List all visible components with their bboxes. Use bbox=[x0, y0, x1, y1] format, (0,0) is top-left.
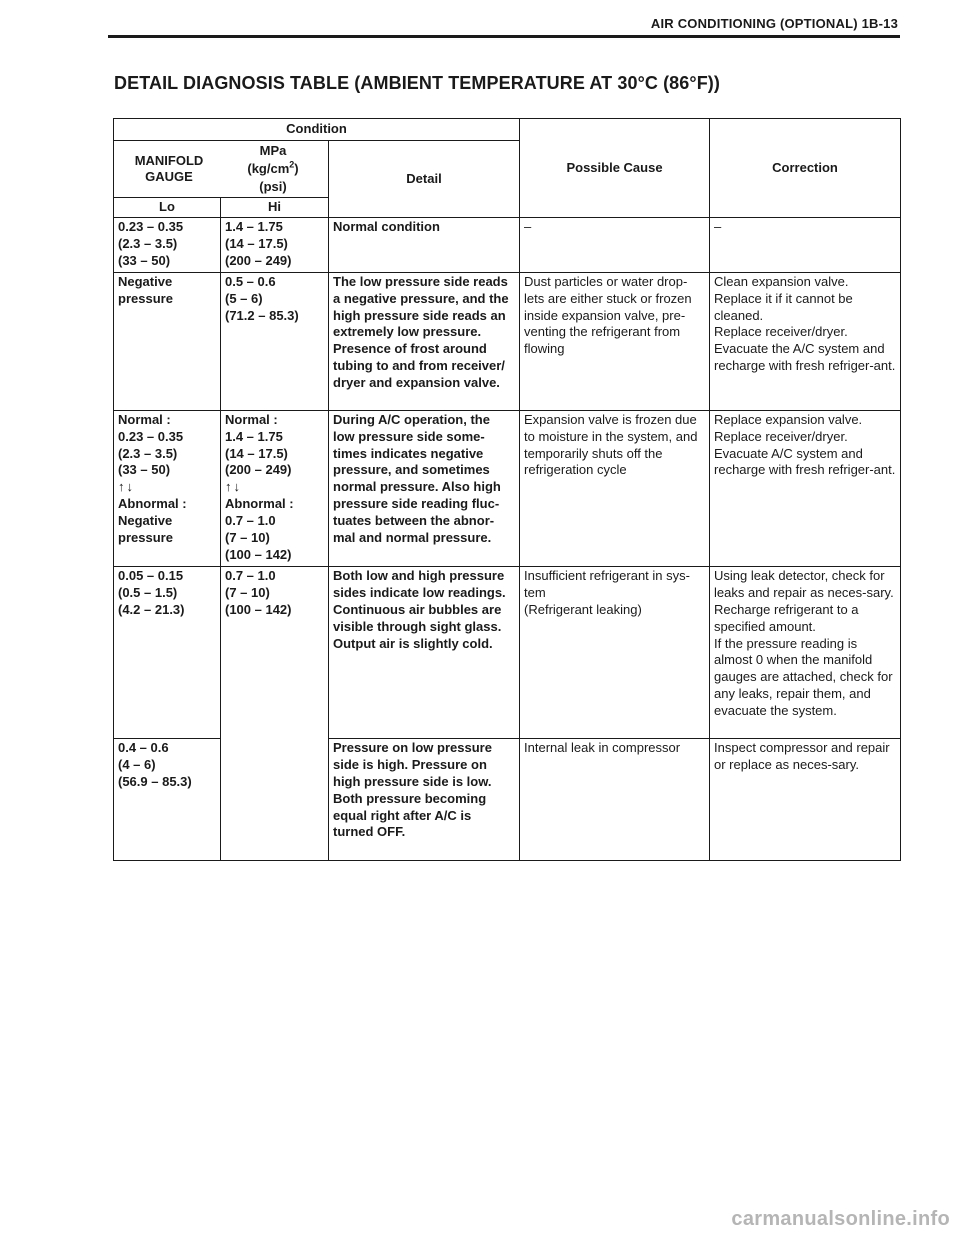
correction-line: Clean expansion valve. bbox=[714, 273, 849, 289]
lo-line: Abnormal : bbox=[118, 496, 187, 512]
possible-cause-header: Possible Cause bbox=[520, 119, 710, 218]
manifold-gauge-split bbox=[117, 142, 325, 196]
hi-line: (100 – 142) bbox=[225, 601, 292, 617]
correction-line: If the pressure reading is almost 0 when the manifold gauges are attached, check for any leaks, repair them, and evacuate the system. bbox=[714, 635, 893, 719]
hi-line: (5 – 6) bbox=[225, 290, 263, 306]
up-down-arrows-icon: ↑↓ bbox=[225, 479, 242, 495]
condition-header: Condition bbox=[114, 119, 520, 141]
cause-cell bbox=[520, 566, 710, 738]
lo-line: Negative bbox=[118, 273, 173, 289]
lo-reading-cell bbox=[114, 218, 221, 273]
detail-cell: Normal condition bbox=[329, 218, 520, 273]
table-row bbox=[114, 566, 901, 738]
correction-cell: – bbox=[710, 218, 901, 273]
detail-cell: During A/C operation, the low pressure side some-times indicates negative pressure, and sometimes normal pressure. Also high pressure side reading fluc-tuates between the abnor-mal and normal pressure. bbox=[329, 410, 520, 566]
detail-cell: The low pressure side reads a negative pressure, and the high pressure side reads an extremely low pressure. Presence of frost around tubing to and from receiver/ dryer and expansion valve. bbox=[329, 272, 520, 410]
hi-reading-cell bbox=[221, 272, 329, 410]
lo-line: 0.4 – 0.6 bbox=[118, 739, 169, 755]
lo-line: 0.23 – 0.35 bbox=[118, 428, 184, 444]
lo-line: Normal : bbox=[118, 411, 171, 427]
lo-line: Negative bbox=[118, 513, 173, 529]
hi-line: (200 – 249) bbox=[225, 462, 292, 478]
lo-line: (33 – 50) bbox=[118, 462, 171, 478]
cause-cell: – bbox=[520, 218, 710, 273]
lo-line: (2.3 – 3.5) bbox=[118, 445, 178, 461]
hi-line: 1.4 – 1.75 bbox=[225, 428, 283, 444]
lo-reading-cell bbox=[114, 272, 221, 410]
correction-line: Replace it if it cannot be cleaned. bbox=[714, 290, 853, 323]
hi-line: (14 – 17.5) bbox=[225, 445, 288, 461]
unit-mpa: MPa bbox=[259, 143, 287, 158]
up-down-arrows-icon: ↑↓ bbox=[118, 479, 135, 495]
cause-cell: Internal leak in compressor bbox=[520, 738, 710, 860]
correction-line: Evacuate A/C system and recharge with fresh refriger-ant. bbox=[714, 445, 896, 478]
lo-reading-cell bbox=[114, 738, 221, 860]
detail-cell: Pressure on low pressure side is high. Pressure on high pressure side is low. Both pressure becoming equal right after A/C is turned OFF. bbox=[329, 738, 520, 860]
lo-line: (33 – 50) bbox=[118, 252, 171, 268]
watermark-text: carmanualsonline.info bbox=[731, 1208, 950, 1230]
lo-line: pressure bbox=[118, 530, 173, 546]
table-row bbox=[114, 272, 901, 410]
correction-cell bbox=[710, 566, 901, 738]
correction-line: Replace expansion valve. bbox=[714, 411, 863, 427]
hi-line: (14 – 17.5) bbox=[225, 235, 288, 251]
hi-line: 1.4 – 1.75 bbox=[225, 219, 283, 234]
unit-kg-close: ) bbox=[294, 161, 299, 176]
hi-line: (7 – 10) bbox=[225, 530, 270, 546]
manifold-gauge-label: MANIFOLD GAUGE bbox=[134, 153, 204, 184]
correction-line: Evacuate the A/C system and recharge with fresh refriger-ant. bbox=[714, 341, 896, 374]
header-rule bbox=[108, 35, 900, 38]
detail-header: Detail bbox=[329, 141, 520, 218]
cause-line: (Refrigerant leaking) bbox=[524, 601, 642, 617]
hi-line: (100 – 142) bbox=[225, 546, 292, 562]
lo-line: (0.5 – 1.5) bbox=[118, 584, 178, 600]
hi-reading-cell bbox=[221, 410, 329, 566]
lo-reading-cell bbox=[114, 410, 221, 566]
hi-line: 0.7 – 1.0 bbox=[225, 513, 276, 529]
correction-cell bbox=[710, 272, 901, 410]
correction-line: Recharge refrigerant to a specified amount. bbox=[714, 601, 859, 634]
lo-reading-cell bbox=[114, 566, 221, 738]
running-head: AIR CONDITIONING (OPTIONAL) 1B-13 bbox=[650, 16, 898, 31]
manifold-gauge-header bbox=[114, 141, 329, 198]
unit-kg-sup: 2 bbox=[289, 159, 295, 170]
hi-line: (200 – 249) bbox=[225, 252, 292, 268]
table-row bbox=[114, 410, 901, 566]
hi-line: 0.7 – 1.0 bbox=[225, 567, 276, 583]
lo-line: 0.05 – 0.15 bbox=[118, 567, 184, 583]
correction-line: Using leak detector, check for leaks and repair as neces-sary. bbox=[714, 567, 894, 600]
correction-line: Replace receiver/dryer. bbox=[714, 428, 848, 444]
hi-reading-cell bbox=[221, 566, 329, 860]
hi-header: Hi bbox=[221, 198, 329, 218]
hi-line: Normal : bbox=[225, 411, 278, 427]
lo-line: 0.23 – 0.35 bbox=[118, 219, 184, 234]
hi-line: (71.2 – 85.3) bbox=[225, 307, 299, 323]
correction-cell bbox=[710, 410, 901, 566]
hi-line: 0.5 – 0.6 bbox=[225, 273, 276, 289]
unit-kg bbox=[221, 160, 325, 178]
lo-header: Lo bbox=[114, 198, 221, 218]
lo-line: pressure bbox=[118, 290, 173, 306]
cause-line: Insufficient refrigerant in sys-tem bbox=[524, 567, 690, 600]
diagnosis-table bbox=[113, 118, 901, 861]
correction-line: Replace receiver/dryer. bbox=[714, 324, 848, 340]
page-title: DETAIL DIAGNOSIS TABLE (AMBIENT TEMPERATURE AT 30°C (86°F)) bbox=[114, 73, 720, 93]
lo-line: (4 – 6) bbox=[118, 756, 156, 772]
pressure-units bbox=[221, 142, 325, 196]
hi-reading-cell bbox=[221, 218, 329, 273]
correction-cell: Inspect compressor and repair or replace as neces-sary. bbox=[710, 738, 901, 860]
detail-cell: Both low and high pressure sides indicate low readings. Continuous air bubbles are visible through sight glass. Output air is slightly cold. bbox=[329, 566, 520, 738]
table-row bbox=[114, 218, 901, 273]
lo-line: (4.2 – 21.3) bbox=[118, 601, 185, 617]
hi-line: Abnormal : bbox=[225, 496, 294, 512]
correction-header: Correction bbox=[710, 119, 901, 218]
cause-cell: Dust particles or water drop-lets are either stuck or frozen inside expansion valve, pre-venting the refrigerant from flowing bbox=[520, 272, 710, 410]
cause-cell: Expansion valve is frozen due to moisture in the system, and temporarily shuts off the refrigeration cycle bbox=[520, 410, 710, 566]
lo-line: (2.3 – 3.5) bbox=[118, 235, 178, 251]
unit-psi: (psi) bbox=[259, 179, 287, 194]
hi-line: (7 – 10) bbox=[225, 584, 270, 600]
lo-line: (56.9 – 85.3) bbox=[118, 773, 192, 789]
unit-kg-base: (kg/cm bbox=[247, 161, 290, 176]
